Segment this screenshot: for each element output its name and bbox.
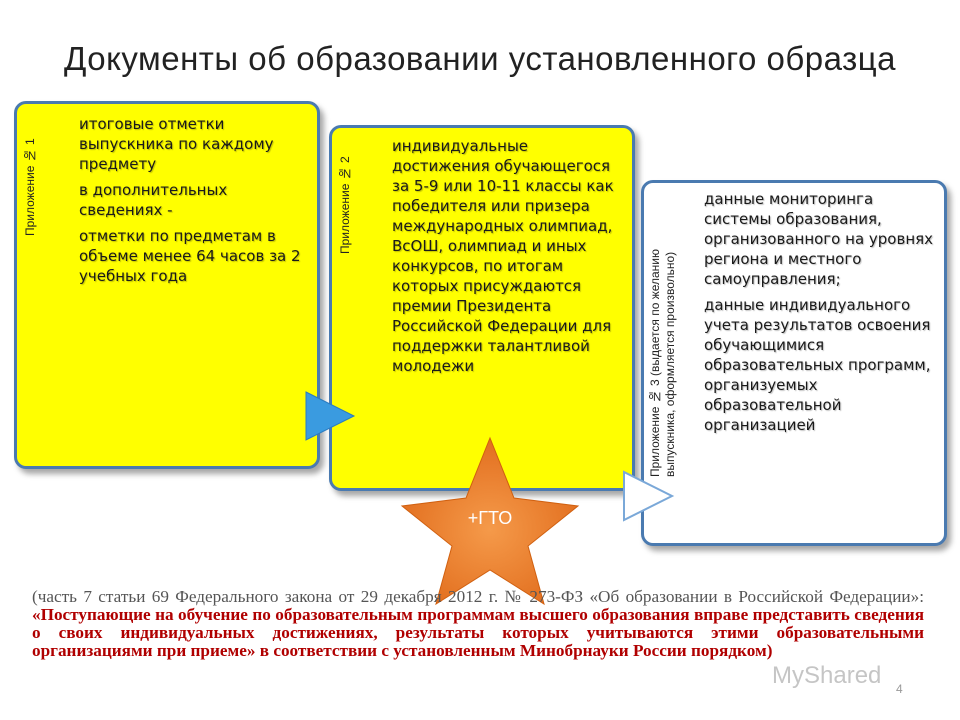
gto-star [400,436,580,606]
appendix-2-list [392,136,626,382]
appendix-3-list [704,189,936,441]
gto-label: +ГТО [467,508,513,528]
list-item: итоговые отметки выпускника по каждому предмету [79,115,274,173]
list-item: отметки по предметам в объеме менее 64 часов за 2 учебных года [79,227,301,285]
appendix-3-label: Приложение № 3 (выдается по желанию выпускника, оформляется произвольно) [648,248,677,477]
citation-quote: «Поступающие на обучение по образовательным программам высшего образования вправе представить сведения о своих индивидуальных достижениях, результаты которых учитываются этими образовательными организациями при приеме» в соответствии с установленным Минобрнауки России порядком) [32,605,924,660]
list-item: данные индивидуального учета результатов освоения обучающимися образовательных программ, организуемых образовательной организацией [704,296,931,434]
slide-title: Документы об образовании установленного образца [64,40,896,77]
arrow-right-icon [302,388,358,444]
appendix-3-box [641,180,947,546]
arrow-right-icon [620,468,676,524]
appendix-1-label: Приложение № 1 [23,138,37,236]
list-item: данные мониторинга системы образования, организованного на уровнях региона и местного самоуправления; [704,190,934,288]
list-item: индивидуальные достижения обучающегося за 5-9 или 10-11 классы как победителя или призера международных олимпиад, ВсОШ, олимпиад и иных конкурсов, по итогам которых присуждаются премии Президента Российской Федерации для поддержки талантливой молодежи [392,137,614,375]
appendix-1-list [79,114,309,292]
watermark: MyShared [772,662,882,689]
citation-text: (часть 7 статьи 69 Федерального закона от 29 декабря 2012 г. № 273-ФЗ «Об образовании в Российской Федерации»: [32,587,924,606]
appendix-2-label: Приложение № 2 [338,156,352,254]
page-number: 4 [896,682,903,696]
appendix-1-box [14,101,320,469]
law-citation [32,588,924,660]
list-item: в дополнительных сведениях - [79,181,228,219]
